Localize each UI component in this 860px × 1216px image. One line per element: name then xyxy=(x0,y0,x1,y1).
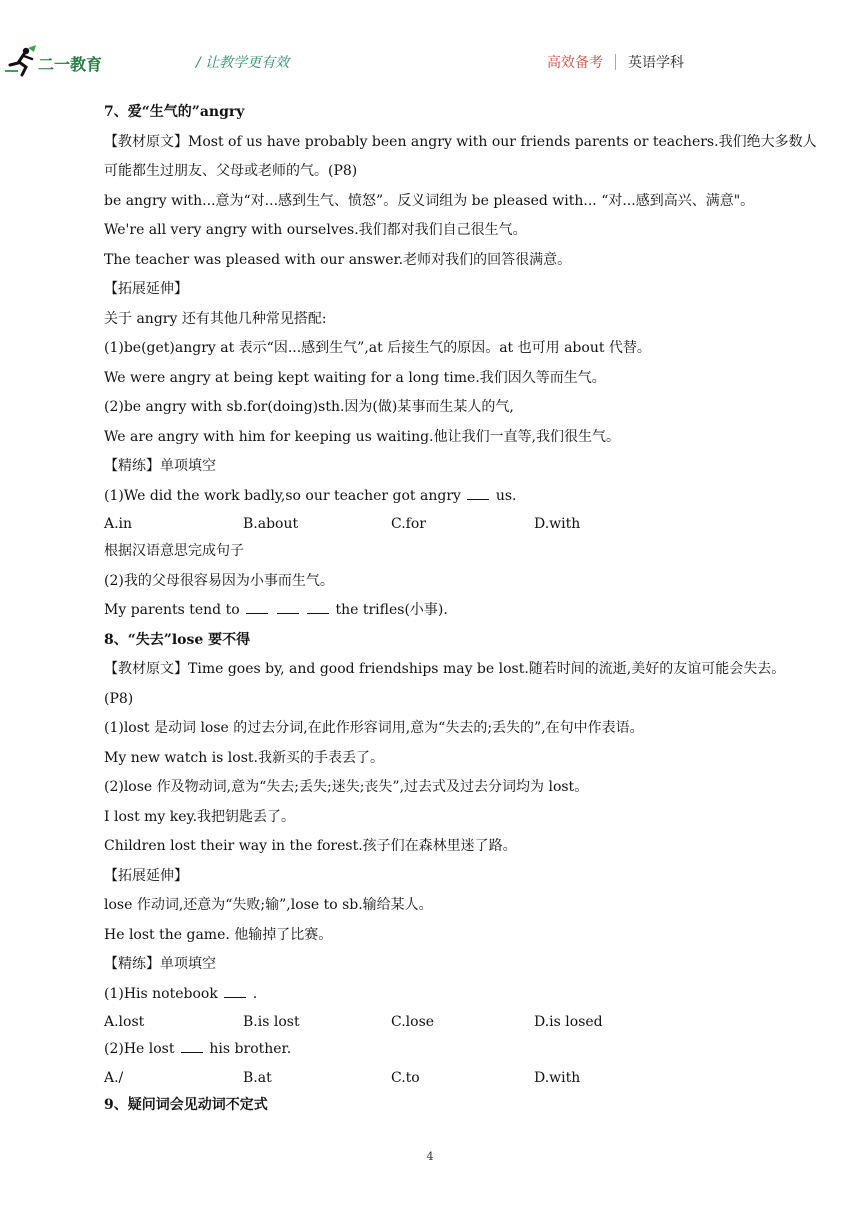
section-7-practice-label: 【精练】单项填空 xyxy=(104,458,216,474)
section-7-source-cont: 可能都生过朋友、父母或老师的气。(P8) xyxy=(104,163,358,179)
section-7-extend-1-example: We were angry at being kept waiting for a long time.我们因久等而生气。 xyxy=(104,369,606,386)
section-8-q1-options xyxy=(104,1009,784,1035)
section-8-example-2: I lost my key.我把钥匙丢了。 xyxy=(104,808,296,825)
source-label: 【教材原文】 xyxy=(104,661,188,677)
document-body xyxy=(104,98,817,1120)
section-7-extend-2-example: We are angry with him for keeping us waiting.他让我们一直等,我们很生气。 xyxy=(104,428,621,445)
logo xyxy=(2,44,120,78)
section-8-extend-label: 【拓展延伸】 xyxy=(104,867,188,884)
answer-blank[interactable] xyxy=(467,487,489,500)
section-8-question-2 xyxy=(104,1035,784,1065)
question-text-end: the trifles(小事). xyxy=(335,602,448,618)
section-7-question-2 xyxy=(104,596,784,626)
page-number: 4 xyxy=(426,1150,434,1163)
section-7-question-1 xyxy=(104,482,784,512)
section-8-q2-options xyxy=(104,1065,784,1091)
section-8-title: 8、“失去”lose 要不得 xyxy=(104,631,251,648)
option-b[interactable]: B.is lost xyxy=(243,1014,300,1030)
source-text: Most of us have probably been angry with our friends parents or teachers.我们绝大多数人 xyxy=(188,133,817,150)
answer-blank[interactable] xyxy=(246,601,268,614)
source-text: Time goes by, and good friendships may be lost.随若时间的流逝,美好的友谊可能会失去。 xyxy=(188,661,786,677)
section-8-example-3: Children lost their way in the forest.孩子们在森林里迷了路。 xyxy=(104,838,517,854)
section-7-question-2-cn: (2)我的父母很容易因为小事而生气。 xyxy=(104,572,334,589)
section-7-example-1: We're all very angry with ourselves.我们都对我们自己很生气。 xyxy=(104,222,527,238)
section-8-note-2: (2)lose 作及物动词,意为“失去;丢失;迷失;丧失”,过去式及过去分词均为 lost。 xyxy=(104,779,589,795)
section-7-title: 7、爱“生气的”angry xyxy=(104,104,245,120)
question-text-end: . xyxy=(252,985,258,1002)
logo-text: 二一教育 xyxy=(38,55,103,74)
question-text: (1)His notebook xyxy=(104,985,218,1002)
section-7-extend-1: (1)be(get)angry at 表示“因...感到生气”,at 后接生气的原因。at 也可用 about 代替。 xyxy=(104,340,651,356)
option-c[interactable]: C.lose xyxy=(391,1014,435,1030)
question-text: My parents tend to xyxy=(104,602,240,618)
slogan: / 让教学更有效 xyxy=(196,55,290,71)
section-7-extend-2: (2)be angry with sb.for(doing)sth.因为(做)某事而生某人的气, xyxy=(104,399,514,415)
answer-blank[interactable] xyxy=(307,601,329,614)
section-8-note-1: (1)lost 是动词 lose 的过去分词,在此作形容词用,意为“失去的;丢失的”,在句中作表语。 xyxy=(104,720,644,736)
running-figure-icon xyxy=(5,45,36,75)
section-9-title: 9、疑问词会见动词不定式 xyxy=(104,1096,268,1113)
option-b[interactable]: B.about xyxy=(243,516,299,532)
question-text-end: us. xyxy=(495,487,517,504)
section-7-translate-title: 根据汉语意思完成句子 xyxy=(104,543,244,559)
page-header xyxy=(0,0,860,90)
option-a[interactable]: A.in xyxy=(104,516,133,532)
option-c[interactable]: C.for xyxy=(391,516,426,532)
section-7-q1-options xyxy=(104,511,784,537)
section-7-example-2: The teacher was pleased with our answer.老师对我们的回答很满意。 xyxy=(104,251,572,268)
source-label: 【教材原文】 xyxy=(104,133,188,150)
option-d[interactable]: D.with xyxy=(534,1069,581,1086)
section-7-extend-intro: 关于 angry 还有其他几种常见搭配: xyxy=(104,310,327,327)
section-8-extend-1-example: He lost the game. 他输掉了比赛。 xyxy=(104,926,333,943)
option-b[interactable]: B.at xyxy=(243,1069,272,1086)
question-text-end: his brother. xyxy=(209,1041,292,1057)
section-7-note: be angry with...意为“对...感到生气、愤怒”。反义词组为 be pleased with... “对...感到高兴、满意"。 xyxy=(104,192,755,209)
option-a[interactable]: A.lost xyxy=(104,1014,145,1030)
question-text: (1)We did the work badly,so our teacher got angry xyxy=(104,487,461,504)
section-8-question-1 xyxy=(104,980,784,1010)
option-d[interactable]: D.is losed xyxy=(534,1014,603,1030)
section-8-practice-label: 【精练】单项填空 xyxy=(104,956,216,972)
answer-blank[interactable] xyxy=(224,985,246,998)
header-tag: 高效备考 xyxy=(547,55,603,71)
option-c[interactable]: C.to xyxy=(391,1069,420,1086)
option-d[interactable]: D.with xyxy=(534,516,581,532)
section-8-source xyxy=(104,655,784,685)
section-8-source-cont: (P8) xyxy=(104,690,134,707)
option-a[interactable]: A./ xyxy=(104,1069,124,1086)
header-subject: 英语学科 xyxy=(628,55,684,71)
answer-blank[interactable] xyxy=(181,1040,203,1053)
header-divider xyxy=(615,54,616,70)
question-text: (2)He lost xyxy=(104,1041,175,1057)
header-right xyxy=(547,52,684,72)
section-7-extend-label: 【拓展延伸】 xyxy=(104,281,188,297)
section-7-source xyxy=(104,128,817,158)
section-8-extend-1: lose 作动词,还意为“失败;输”,lose to sb.输给某人。 xyxy=(104,897,433,913)
answer-blank[interactable] xyxy=(277,601,299,614)
section-8-example-1: My new watch is lost.我新买的手表丢了。 xyxy=(104,749,384,766)
